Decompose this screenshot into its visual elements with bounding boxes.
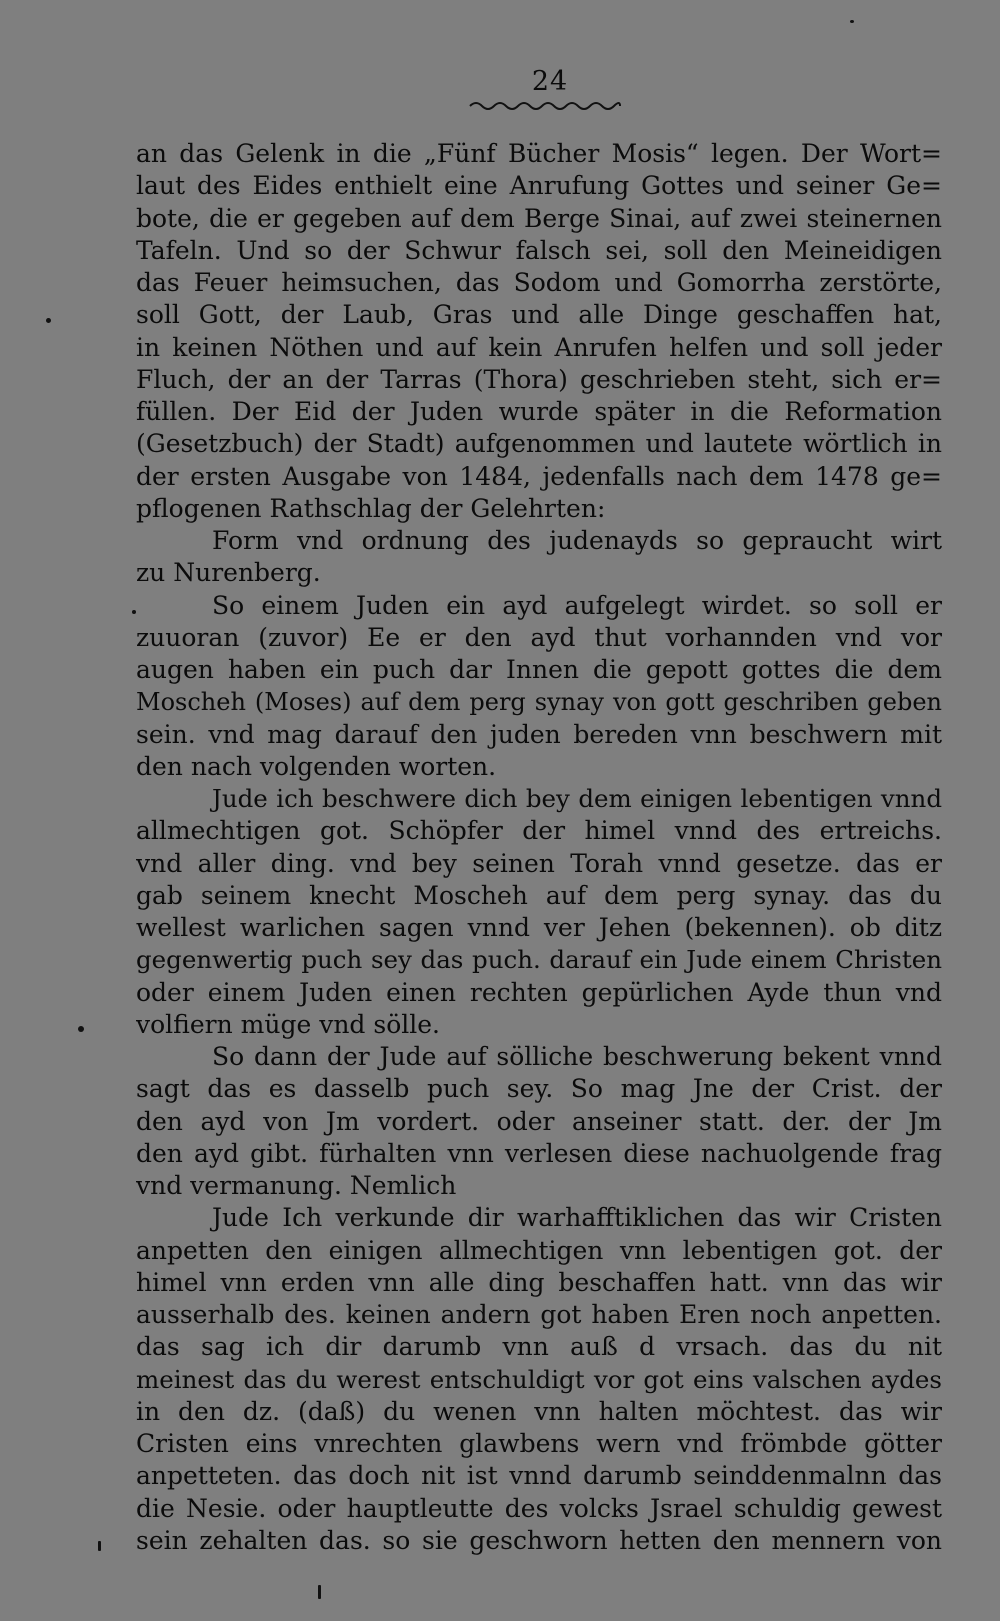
text-line: gegenwertig puch sey das puch. darauf ein Jude einem Christen xyxy=(136,945,942,975)
text-line: an das Gelenk in die „Fünf Bücher Mosis“ legen. Der Wort= xyxy=(136,139,942,168)
scan-speck xyxy=(46,318,51,323)
text-line: sagt das es dasselb puch sey. So mag Jne der Crist. der xyxy=(136,1074,942,1104)
text-line: meinest das du werest entschuldigt vor got eins valschen aydes xyxy=(136,1364,942,1394)
decorative-rule-ornament xyxy=(468,98,622,112)
text-line: den ayd gibt. fürhalten vnn verlesen diese nachuolgende frag xyxy=(136,1138,942,1168)
scan-speck xyxy=(318,1585,321,1599)
text-line: in den dz. (daß) du wenen vnn halten möchtest. das wir xyxy=(136,1396,942,1426)
text-line: soll Gott, der Laub, Gras und alle Dinge geschaffen hat, xyxy=(136,300,942,330)
text-line: oder einem Juden einen rechten gepürlichen Ayde thun vnd xyxy=(136,977,942,1007)
text-line: in keinen Nöthen und auf kein Anrufen helfen und soll jeder xyxy=(136,332,942,362)
scan-speck xyxy=(98,1541,101,1551)
text-line: himel vnn erden vnn alle ding beschaffen hatt. vnn das wir xyxy=(136,1267,942,1297)
text-line: den ayd von Jm vordert. oder anseiner statt. der. der Jm xyxy=(136,1106,942,1136)
text-line: ausserhalb des. keinen andern got haben Eren noch anpetten. xyxy=(136,1300,942,1329)
text-line: sein zehalten das. so sie geschworn hetten den mennern von xyxy=(136,1525,942,1555)
text-line: anpetteten. das doch nit ist vnnd darumb seinddenmalnn das xyxy=(136,1461,942,1491)
scan-speck xyxy=(78,1026,84,1032)
text-line: Moscheh (Moses) auf dem perg synay von gott geschriben geben xyxy=(136,688,942,717)
text-line: (Gesetzbuch) der Stadt) aufgenommen und lautete wörtlich in xyxy=(136,429,942,459)
text-line: das sag ich dir darumb vnn auß d vrsach. das du nit xyxy=(136,1332,942,1362)
text-line: das Feuer heimsuchen, das Sodom und Gomorrha zerstörte, xyxy=(136,268,942,297)
text-line: So dann der Jude auf sölliche beschwerung bekent vnnd xyxy=(212,1042,942,1071)
text-line: der ersten Ausgabe von 1484, jedenfalls nach dem 1478 ge= xyxy=(136,461,942,491)
page-number: 24 xyxy=(531,66,569,97)
text-line: Form vnd ordnung des judenayds so gepraucht wirt xyxy=(212,526,942,555)
text-line: augen haben ein puch dar Innen die gepott gottes die dem xyxy=(136,655,942,684)
scan-speck xyxy=(132,610,136,614)
text-line: So einem Juden ein ayd aufgelegt wirdet. so soll er xyxy=(212,590,942,620)
text-line: gab seinem knecht Moscheh auf dem perg synay. das du xyxy=(136,880,942,910)
text-line: zu Nurenberg. xyxy=(136,558,321,588)
text-line: bote, die er gegeben auf dem Berge Sinai, auf zwei steinernen xyxy=(136,203,942,233)
text-line: zuuoran (zuvor) Ee er den ayd thut vorhannden vnd vor xyxy=(136,622,942,652)
text-line: wellest warlichen sagen vnnd ver Jehen (bekennen). ob ditz xyxy=(136,913,942,942)
text-line: den nach volgenden worten. xyxy=(136,751,497,781)
text-line: allmechtigen got. Schöpfer der himel vnnd des ertreichs. xyxy=(136,816,942,846)
text-line: laut des Eides enthielt eine Anrufung Gottes und seiner Ge= xyxy=(136,171,942,201)
text-line: Fluch, der an der Tarras (Thora) geschrieben steht, sich er= xyxy=(136,364,942,394)
text-line: anpetten den einigen allmechtigen vnn lebentigen got. der xyxy=(136,1235,942,1265)
body-text xyxy=(136,138,942,1557)
text-line: Cristen eins vnrechten glawbens wern vnd frömbde götter xyxy=(136,1429,942,1458)
text-line: vnd aller ding. vnd bey seinen Torah vnnd gesetze. das er xyxy=(136,848,942,878)
text-line: füllen. Der Eid der Juden wurde später in die Reformation xyxy=(136,397,942,426)
text-line: Tafeln. Und so der Schwur falsch sei, soll den Meineidigen xyxy=(136,235,942,265)
scan-speck xyxy=(850,20,854,23)
text-line: Jude Ich verkunde dir warhafftiklichen das wir Cristen xyxy=(212,1203,942,1233)
text-line: pflogenen Rathschlag der Gelehrten: xyxy=(136,493,606,523)
text-line: volfiern müge vnd sölle. xyxy=(136,1009,440,1039)
text-line: sein. vnd mag darauf den juden bereden vnn beschwern mit xyxy=(136,719,942,749)
text-line: vnd vermanung. Nemlich xyxy=(136,1171,457,1200)
text-line: Jude ich beschwere dich bey dem einigen lebentigen vnnd xyxy=(212,784,942,813)
text-line: die Nesie. oder hauptleutte des volcks Jsrael schuldig gewest xyxy=(136,1493,942,1523)
